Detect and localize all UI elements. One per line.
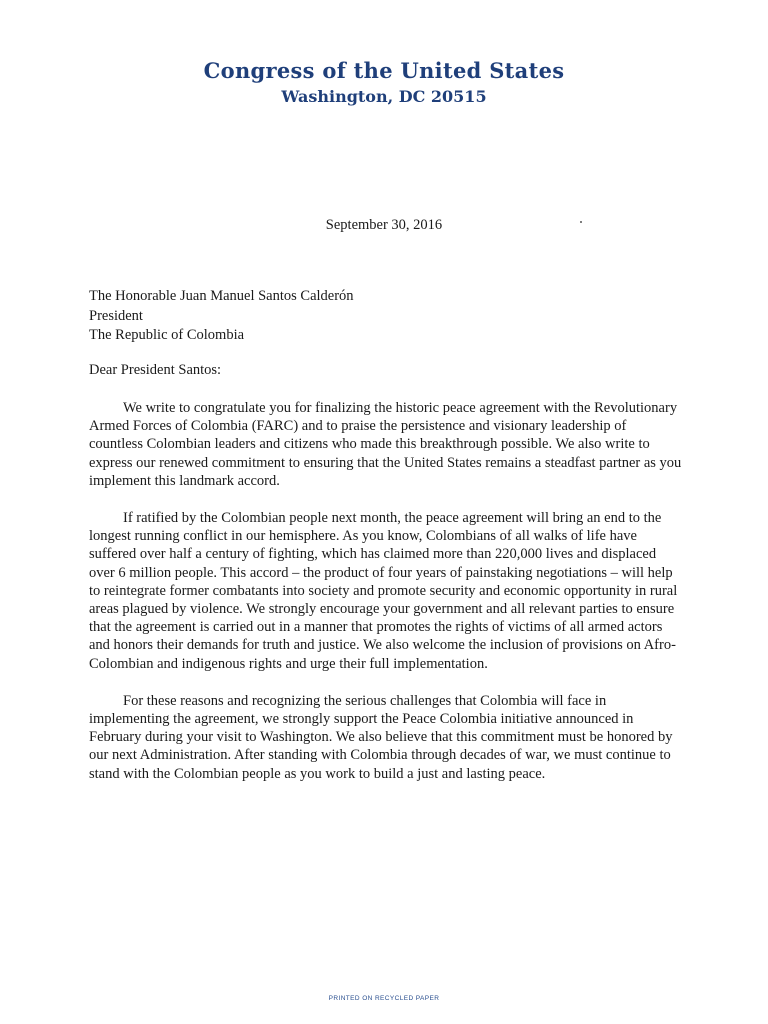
- letterhead: [0, 58, 768, 108]
- addressee-block: [89, 287, 354, 346]
- addressee-title: President: [89, 307, 143, 324]
- recycled-paper-footer: PRINTED ON RECYCLED PAPER: [328, 995, 440, 1002]
- addressee-name: The Honorable Juan Manuel Santos Calderón: [89, 288, 354, 304]
- salutation: Dear President Santos:: [89, 362, 222, 378]
- body-paragraph: If ratified by the Colombian people next month, the peace agreement will bring an end to the longest running conflict in our hemisphere. As you know, Colombians of all walks of life have suffered over half a century of fighting, which has claimed more than 220,000 lives and displaced over 6 million people. This accord – the product of four years of painstaking negotiations – will help to reintegrate former combatants into society and promote security and economic opportunity in rural areas plagued by violence. We strongly encourage your government and all relevant parties to ensure that the agreement is carried out in a manner that promotes the rights of victims of all armed actors and honors their demands for truth and justice. We also welcome the inclusion of provisions on Afro-Colombian and indigenous rights and urge their full implementation.: [89, 510, 678, 672]
- letter-date: September 30, 2016: [325, 217, 443, 233]
- scan-speck: [580, 221, 582, 223]
- body-paragraph: For these reasons and recognizing the serious challenges that Colombia will face in implementing the agreement, we strongly support the Peace Colombia initiative announced in February during your visit to Washington. We also believe that this commitment must be honored by our next Administration. After standing with Colombia through decades of war, we must continue to stand with the Colombian people as you work to build a just and lasting peace.: [89, 692, 673, 782]
- body-paragraph: We write to congratulate you for finalizing the historic peace agreement with the Revolutionary Armed Forces of Colombia (FARC) and to praise the persistence and visionary leadership of countless Colombian leaders and citizens who made this breakthrough possible. We also write to express our renewed commitment to ensuring that the United States remains a steadfast partner as you implement this landmark accord.: [89, 400, 682, 489]
- letter-body: [89, 399, 683, 802]
- addressee-country: The Republic of Colombia: [89, 327, 245, 343]
- letterhead-title: Congress of the United States: [203, 58, 565, 83]
- letterhead-address: Washington, DC 20515: [281, 87, 487, 106]
